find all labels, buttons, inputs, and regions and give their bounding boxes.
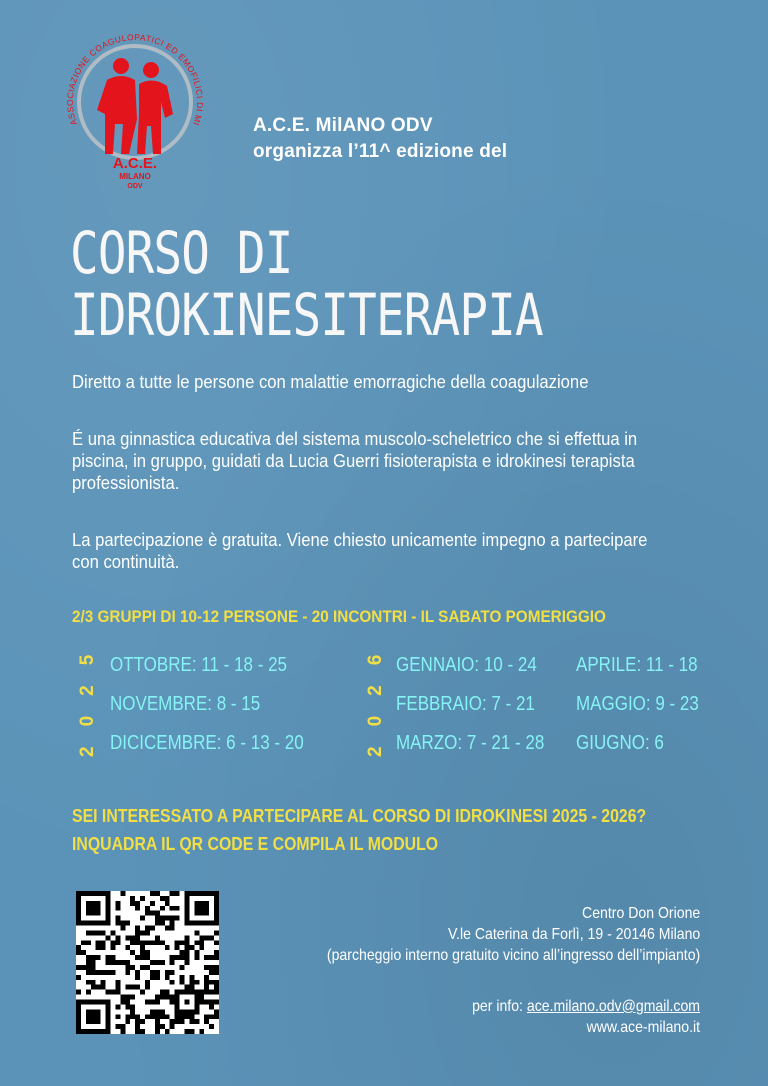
participation-line: con continuità.: [72, 551, 180, 572]
organizer-name: A.C.E. MilANO ODV: [253, 115, 433, 136]
venue-name: Centro Don Orione: [581, 905, 700, 922]
year-2026: 2026: [365, 634, 386, 757]
month-october: OTTOBRE: 11 - 18 - 25: [110, 654, 287, 676]
logo-sub2: ODV: [127, 183, 143, 190]
month-april: APRILE: 11 - 18: [576, 654, 698, 676]
year-2025: 2025: [77, 634, 98, 757]
contact-info: [472, 996, 700, 1038]
contact-email-link[interactable]: ace.milano.odv@gmail.com: [526, 998, 700, 1015]
venue-parking-note: (parcheggio interno gratuito vicino all’ingresso dell’impianto): [326, 947, 700, 964]
cta-question: SEI INTERESSATO A PARTECIPARE AL CORSO DI IDROKINESI 2025 - 2026?: [72, 806, 647, 826]
logo-sub1: MILANO: [119, 172, 151, 181]
month-february: FEBBRAIO: 7 - 21: [396, 693, 535, 715]
month-november: NOVEMBRE: 8 - 15: [110, 693, 261, 715]
call-to-action: [72, 802, 646, 858]
description-line: professionista.: [72, 472, 180, 493]
qr-code[interactable]: [76, 891, 219, 1034]
groups-info: 2/3 GRUPPI DI 10-12 PERSONE - 20 INCONTRI - IL SABATO POMERIGGIO: [72, 607, 606, 626]
organizer-edition: organizza l’11^ edizione del: [253, 141, 508, 162]
description-line: É una ginnastica educativa del sistema muscolo-scheletrico che si effettua in: [72, 428, 638, 449]
logo-name: A.C.E.: [112, 155, 158, 172]
description-paragraph: [72, 428, 702, 494]
qr-code-icon: [76, 891, 219, 1034]
title-line2: IDROKINESITERAPIA: [70, 281, 543, 349]
logo-arc-text: ASSOCIAZIONE COAGULOPATICI ED EMOFILICI DI MI: [64, 32, 206, 128]
description-line: piscina, in gruppo, guidati da Lucia Guerri fisioterapista e idrokinesi terapista: [72, 450, 635, 471]
website-link[interactable]: www.ace-milano.it: [586, 1019, 700, 1036]
participation-line: La partecipazione è gratuita. Viene chiesto unicamente impegno a partecipare: [72, 529, 648, 550]
subtitle: Diretto a tutte le persone con malattie emorragiche della coagulazione: [72, 371, 589, 392]
month-march: MARZO: 7 - 21 - 28: [396, 732, 545, 754]
month-june: GIUGNO: 6: [576, 732, 664, 754]
cta-instruction: INQUADRA IL QR CODE E COMPILA IL MODULO: [72, 834, 439, 854]
ace-logo: [55, 14, 215, 194]
month-january: GENNAIO: 10 - 24: [396, 654, 537, 676]
contact-label: per info:: [472, 998, 527, 1015]
venue-address: [327, 903, 700, 966]
contact-email-row: [472, 996, 700, 1017]
logo-figures-icon: [97, 58, 173, 154]
month-may: MAGGIO: 9 - 23: [576, 693, 699, 715]
venue-street: V.le Caterina da Forlì, 19 - 20146 Milano: [447, 926, 700, 943]
month-december: DICICEMBRE: 6 - 13 - 20: [110, 732, 304, 754]
title-line1: CORSO DI: [70, 219, 293, 287]
participation-paragraph: [72, 529, 702, 573]
